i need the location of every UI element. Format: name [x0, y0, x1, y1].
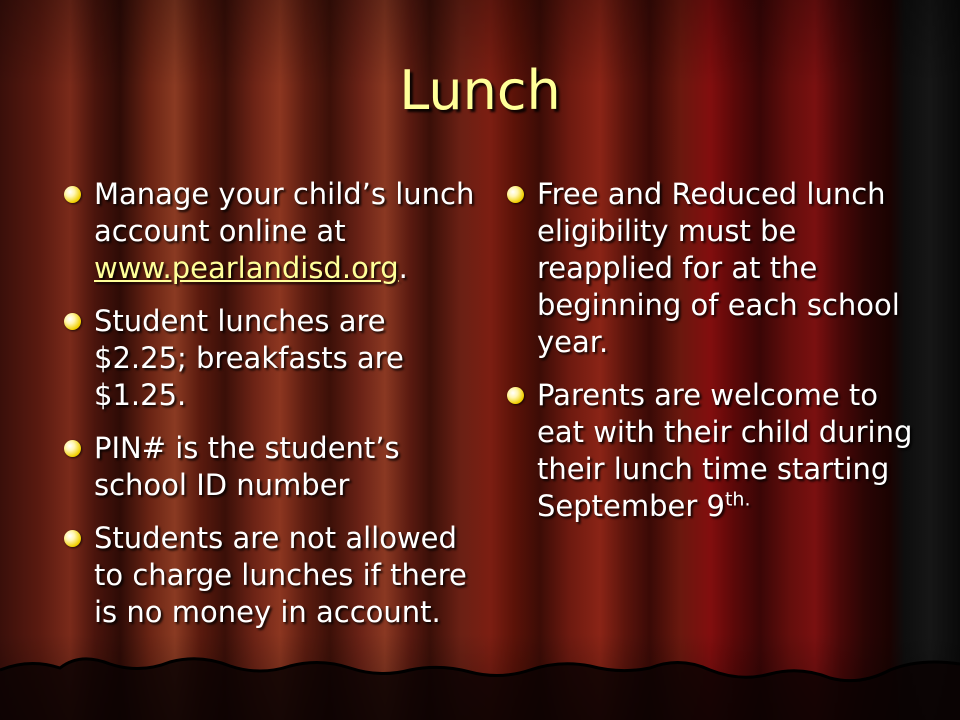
list-item-suffix: . — [398, 251, 408, 285]
slide-title: Lunch — [399, 59, 561, 122]
left-bullet-list — [60, 176, 480, 631]
right-column — [503, 176, 923, 541]
pearlandisd-link[interactable]: www.pearlandisd.org — [94, 251, 399, 285]
list-item-text: Free and Reduced lunch eligibility must be reapplied for at the beginning of each school year. — [537, 177, 900, 359]
list-item-text: Students are not allowed to charge lunches if there is no money in account. — [94, 521, 467, 629]
bullet-icon — [507, 186, 524, 203]
list-item-text: Student lunches are $2.25; breakfasts are $1.25. — [94, 304, 404, 412]
bullet-icon — [64, 530, 81, 547]
list-item-text: PIN# is the student’s school ID number — [94, 431, 400, 502]
list-item — [60, 176, 480, 287]
right-bullet-list — [503, 176, 923, 525]
superscript-th: th. — [724, 488, 751, 511]
list-item-text: Manage your child’s lunch account online at — [94, 177, 475, 248]
bullet-icon — [64, 186, 81, 203]
list-item-text: Parents are welcome to eat with their child during their lunch time starting September 9 — [537, 378, 913, 523]
list-item — [503, 176, 923, 361]
list-item — [60, 303, 480, 414]
list-item — [503, 377, 923, 525]
list-item — [60, 430, 480, 504]
left-column — [60, 176, 480, 647]
bullet-icon — [507, 387, 524, 404]
curtain-bottom-wave — [0, 640, 960, 720]
bullet-icon — [64, 440, 81, 457]
bullet-icon — [64, 313, 81, 330]
list-item — [60, 520, 480, 631]
